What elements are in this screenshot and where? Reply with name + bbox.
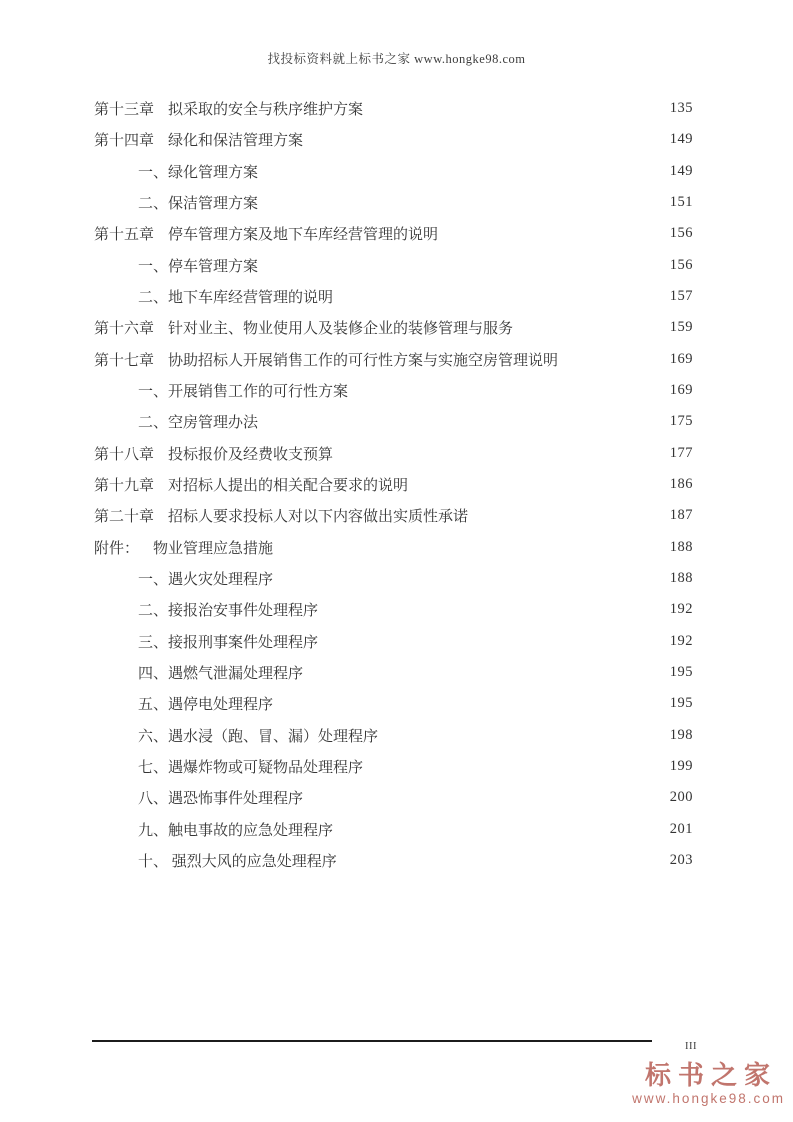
toc-entry-title: 针对业主、物业使用人及装修企业的装修管理与服务 — [168, 321, 514, 338]
toc-entry-page: 192 — [669, 632, 693, 649]
watermark-brand-logo: 标书之家 — [644, 1060, 777, 1090]
toc-entry[interactable] — [94, 720, 693, 751]
toc-entry-label: 第十三章 — [94, 102, 155, 119]
toc-entry-page: 156 — [669, 256, 693, 273]
toc-entry-label: 第十五章 — [94, 227, 155, 244]
toc-entry-title: 六、遇水浸（跑、冒、漏）处理程序 — [138, 728, 379, 745]
toc-entry-title: 二、地下车库经营管理的说明 — [138, 290, 334, 307]
toc-entry-title: 二、空房管理办法 — [138, 415, 259, 432]
toc-entry-label: 第十七章 — [94, 352, 155, 369]
toc-entry-label: 第二十章 — [94, 509, 155, 526]
toc-entry-page: 192 — [669, 601, 693, 618]
toc-entry[interactable] — [94, 93, 693, 124]
toc-entry[interactable] — [94, 250, 693, 281]
toc-entry[interactable] — [94, 375, 693, 406]
footer-divider — [92, 1040, 652, 1042]
toc-entry-title: 招标人要求投标人对以下内容做出实质性承诺 — [168, 509, 469, 526]
toc-entry[interactable] — [94, 281, 693, 312]
toc-entry-label: 第十八章 — [94, 446, 155, 463]
toc-entry-page: 177 — [669, 444, 693, 461]
toc-entry-page: 198 — [669, 726, 693, 743]
toc-entry-title: 九、触电事故的应急处理程序 — [138, 822, 334, 839]
toc-entry-page: 169 — [669, 350, 693, 367]
toc-entry[interactable] — [94, 845, 693, 876]
toc-entry-title: 对招标人提出的相关配合要求的说明 — [168, 478, 409, 495]
toc-entry-page: 201 — [669, 820, 693, 837]
toc-entry-title: 二、接报治安事件处理程序 — [138, 603, 319, 620]
toc-entry-title: 协助招标人开展销售工作的可行性方案与实施空房管理说明 — [168, 352, 559, 369]
toc-entry[interactable] — [94, 469, 693, 500]
toc-entry[interactable] — [94, 406, 693, 437]
toc-entry[interactable] — [94, 594, 693, 625]
toc-entry[interactable] — [94, 438, 693, 469]
toc-entry[interactable] — [94, 124, 693, 155]
toc-entry-title: 拟采取的安全与秩序维护方案 — [168, 102, 364, 119]
toc-entry-page: 188 — [669, 570, 693, 587]
toc-entry-page: 157 — [669, 288, 693, 305]
toc-entry[interactable] — [94, 814, 693, 845]
toc-entry-label: 第十四章 — [94, 133, 155, 150]
toc-entry[interactable] — [94, 500, 693, 531]
toc-entry-label: 附件： — [94, 540, 140, 557]
toc-entry[interactable] — [94, 156, 693, 187]
toc-entry[interactable] — [94, 187, 693, 218]
header-site-notice: 找投标资料就上标书之家 www.hongke98.com — [267, 52, 526, 66]
toc-entry[interactable] — [94, 751, 693, 782]
toc-entry-title: 十、 强烈大风的应急处理程序 — [138, 854, 337, 871]
toc-entry-page: 149 — [669, 162, 693, 179]
toc-entry-title: 一、停车管理方案 — [138, 258, 259, 275]
toc-entry-title: 四、遇燃气泄漏处理程序 — [138, 666, 304, 683]
toc-entry[interactable] — [94, 344, 693, 375]
toc-entry-title: 二、保洁管理方案 — [138, 196, 259, 213]
toc-entry-title: 绿化和保洁管理方案 — [168, 133, 304, 150]
toc-entry-page: 169 — [669, 382, 693, 399]
toc-entry-title: 投标报价及经费收支预算 — [168, 446, 334, 463]
toc-entry[interactable] — [94, 563, 693, 594]
toc-entry-label: 第十九章 — [94, 478, 155, 495]
toc-entry-page: 200 — [669, 789, 693, 806]
toc-entry-page: 149 — [669, 131, 693, 148]
toc-entry-page: 135 — [669, 100, 693, 117]
toc-entry[interactable] — [94, 688, 693, 719]
toc-entry-page: 203 — [669, 852, 693, 869]
toc-entry-page: 188 — [669, 538, 693, 555]
toc-entry-page: 187 — [669, 507, 693, 524]
toc-entry-page: 151 — [669, 194, 693, 211]
toc-entry-page: 156 — [669, 225, 693, 242]
toc-entry-page: 159 — [669, 319, 693, 336]
toc-entry-title: 物业管理应急措施 — [153, 540, 274, 557]
watermark-url: www.hongke98.com — [632, 1091, 785, 1107]
toc-entry-title: 八、遇恐怖事件处理程序 — [138, 791, 304, 808]
toc-entry-label: 第十六章 — [94, 321, 155, 338]
toc-entry-title: 一、遇火灾处理程序 — [138, 572, 274, 589]
toc-entry[interactable] — [94, 312, 693, 343]
toc-entry-title: 停车管理方案及地下车库经营管理的说明 — [168, 227, 439, 244]
toc-entry-page: 195 — [669, 695, 693, 712]
toc-entry[interactable] — [94, 782, 693, 813]
toc-entry[interactable] — [94, 532, 693, 563]
toc-entry-page: 186 — [669, 476, 693, 493]
toc-entry-page: 199 — [669, 758, 693, 775]
toc-list — [94, 93, 693, 876]
toc-entry[interactable] — [94, 626, 693, 657]
page-number: III — [685, 1041, 697, 1052]
toc-entry[interactable] — [94, 657, 693, 688]
toc-entry-title: 七、遇爆炸物或可疑物品处理程序 — [138, 760, 364, 777]
toc-entry-page: 175 — [669, 413, 693, 430]
toc-entry-title: 五、遇停电处理程序 — [138, 697, 274, 714]
toc-entry[interactable] — [94, 218, 693, 249]
toc-entry-title: 三、接报刑事案件处理程序 — [138, 634, 319, 651]
toc-entry-title: 一、开展销售工作的可行性方案 — [138, 384, 349, 401]
toc-entry-page: 195 — [669, 664, 693, 681]
toc-entry-title: 一、绿化管理方案 — [138, 164, 259, 181]
watermark — [632, 1060, 785, 1106]
